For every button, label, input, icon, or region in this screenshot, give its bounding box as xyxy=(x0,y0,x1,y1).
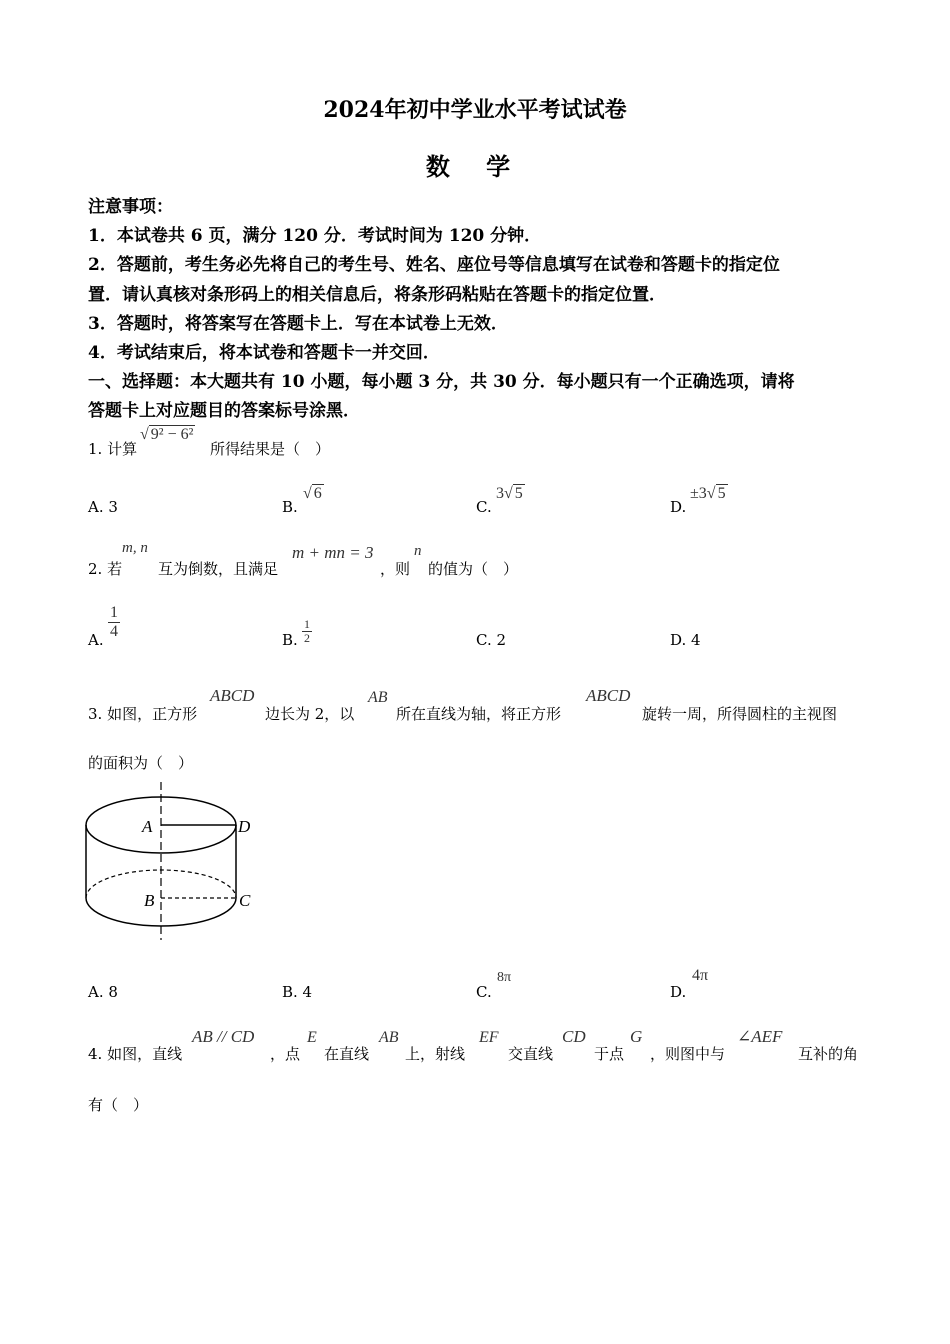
section-heading: 一、选择题：本大题共有 10 小题，每小题 3 分，共 30 分．每小题只有一个正确选项，请将 xyxy=(88,372,795,392)
q1-suffix: 所得结果是（ ） xyxy=(210,440,331,458)
q2-mid: 互为倒数，且满足 xyxy=(158,560,279,578)
q3-mid-2: 所在直线为轴，将正方形 xyxy=(396,705,562,723)
q4-line-ab: AB xyxy=(379,1029,399,1046)
q4-point-e: E xyxy=(307,1029,317,1046)
q1-option-d-label: D. xyxy=(670,498,687,516)
q4-ray: EF xyxy=(479,1029,499,1046)
q1-option-b-label: B. xyxy=(282,498,298,516)
q2-option-b-frac: $\frac{1}{2}$ xyxy=(304,617,310,646)
q4-mid-5: 于点 xyxy=(594,1045,625,1063)
q3-square-2: ABCD xyxy=(586,686,631,705)
q2-vars: m, n xyxy=(122,540,148,556)
q3-axis: AB xyxy=(368,689,388,706)
q3-prefix: 3. 如图，正方形 xyxy=(88,705,198,723)
q3-option-d-label: D. xyxy=(670,983,687,1001)
q2-var-n: n xyxy=(414,543,422,559)
q4-mid-1: ，点 xyxy=(270,1045,301,1063)
q4-point-g: G xyxy=(630,1027,643,1046)
sqrt-sign-icon: √ xyxy=(140,426,149,443)
notice-item-1: 1．本试卷共 6 页，满分 120 分．考试时间为 120 分钟． xyxy=(88,226,542,246)
q4-angle: ∠AEF xyxy=(737,1027,783,1046)
q4-prefix: 4. 如图，直线 xyxy=(88,1045,183,1063)
q2-equation: m + mn = 3 xyxy=(292,543,374,562)
q2-option-a-label: A. xyxy=(88,631,104,649)
q4-line-2: 有（ ） xyxy=(88,1096,149,1114)
fig-label-c: C xyxy=(239,891,251,910)
q1-option-a: A. 3 xyxy=(88,498,118,516)
fig-label-a: A xyxy=(142,817,153,836)
q2-option-d: D. 4 xyxy=(670,631,701,649)
q3-line-2: 的面积为（ ） xyxy=(88,754,194,772)
sqrt-sign-icon: √ xyxy=(504,485,513,502)
notice-item-2-cont: 置．请认真核对条形码上的相关信息后，将条形码粘贴在答题卡的指定位置． xyxy=(88,285,666,305)
q3-square-1: ABCD xyxy=(210,686,255,705)
q2-option-a-frac: $\frac{1}{4}$ xyxy=(110,604,118,640)
q3-option-d-math: 4π xyxy=(692,967,709,984)
q4-suffix: 互补的角 xyxy=(798,1045,859,1063)
fig-label-b: B xyxy=(144,891,155,910)
q1-option-d-math: ±3√ 5 xyxy=(690,485,726,502)
q1-prefix: 1. 计算 xyxy=(88,440,138,458)
q2-option-c: C. 2 xyxy=(476,631,507,649)
page-title: 2024年初中学业水平考试试卷 xyxy=(323,97,627,123)
q4-lines: AB // CD xyxy=(192,1027,255,1046)
sqrt-sign-icon: √ xyxy=(706,485,716,502)
fig-label-d: D xyxy=(238,817,251,836)
q2-sep: ，则 xyxy=(380,560,411,578)
cylinder-figure xyxy=(80,780,270,942)
q1-sqrt-expr: √ 9² − 6² xyxy=(140,426,194,443)
q3-option-c-label: C. xyxy=(476,983,492,1001)
q4-mid-6: ，则图中与 xyxy=(650,1045,726,1063)
notice-item-2: 2．答题前，考生务必先将自己的考生号、姓名、座位号等信息填写在试卷和答题卡的指定位 xyxy=(88,255,780,275)
q2-option-b-label: B. xyxy=(282,631,298,649)
q3-mid-1: 边长为 2，以 xyxy=(265,705,355,723)
q4-mid-4: 交直线 xyxy=(508,1045,554,1063)
section-heading-cont: 答题卡上对应题目的答案标号涂黑． xyxy=(88,401,360,421)
q1-option-b-math: √ 6 xyxy=(303,485,322,502)
subject-title: 数 学 xyxy=(425,152,525,181)
q2-suffix: 的值为（ ） xyxy=(428,560,519,578)
q4-mid-2: 在直线 xyxy=(324,1045,370,1063)
q2-prefix: 2. 若 xyxy=(88,560,123,578)
sqrt-sign-icon: √ xyxy=(303,485,312,502)
q3-suffix: 旋转一周，所得圆柱的主视图 xyxy=(642,705,838,723)
q1-option-c-math: 3√ 5 xyxy=(496,485,523,502)
q4-mid-3: 上，射线 xyxy=(405,1045,466,1063)
q3-option-b: B. 4 xyxy=(282,983,313,1001)
q1-option-c-label: C. xyxy=(476,498,492,516)
notice-item-3: 3．答题时，将答案写在答题卡上．写在本试卷上无效． xyxy=(88,314,508,334)
q3-option-a: A. 8 xyxy=(88,983,118,1001)
q4-line-cd: CD xyxy=(562,1027,586,1046)
notice-item-4: 4．考试结束后，将本试卷和答题卡一并交回． xyxy=(88,343,440,363)
notice-heading: 注意事项： xyxy=(88,197,173,217)
q3-option-c-math: 8π xyxy=(497,970,512,985)
